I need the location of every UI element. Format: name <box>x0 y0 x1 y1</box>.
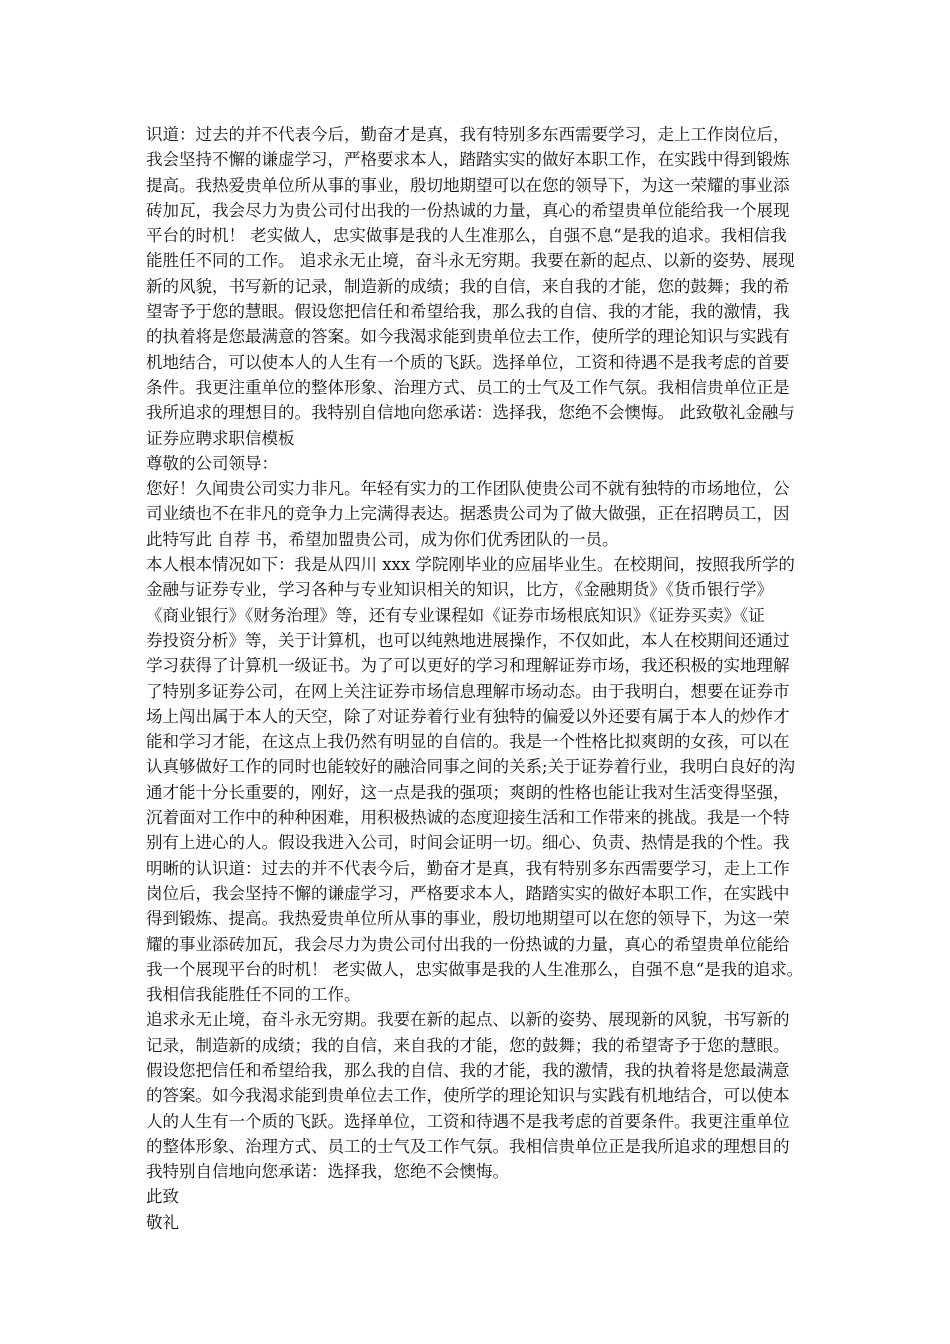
text-line: 别有上进心的人。假设我进入公司，时间会证明一切。细心、负责、热情是我的个性。我 <box>146 833 790 853</box>
text-line: 岗位后，我会坚持不懈的谦虚学习，严格要求本人，踏踏实实的做好本职工作，在实践中 <box>146 883 790 903</box>
text-line: 学习获得了计算机一级证书。为了可以更好的学习和理解证券市场，我还积极的实地理解 <box>146 656 790 676</box>
text-line: 本人根本情况如下：我是从四川 xxx 学院刚毕业的应届毕业生。在校期间，按照我所学的 <box>146 555 795 575</box>
text-line: 得到锻炼、提高。我热爱贵单位所从事的事业，殷切地期望可以在您的领导下，为这一荣 <box>146 909 790 929</box>
text-line: 识道：过去的并不代表今后，勤奋才是真，我有特别多东西需要学习，走上工作岗位后， <box>146 125 790 144</box>
text-line: 的整体形象、治理方式、员工的士气及工作气氛。我相信贵单位正是我所追求的理想目的 <box>146 1136 790 1156</box>
text-line: 的执着将是您最满意的答案。如今我渴求能到贵单位去工作，使所学的理论知识与实践有 <box>146 327 790 347</box>
text-line: 尊敬的公司领导： <box>146 453 278 473</box>
text-line: 望寄予于您的慧眼。假设您把信任和希望给我，那么我的自信、我的才能，我的激情，我 <box>146 302 790 322</box>
text-line: 证券应聘求职信模板 <box>146 428 295 448</box>
text-line: 通才能十分长重要的，刚好，这一点是我的强项；爽朗的性格也能让我对生活变得坚强， <box>146 782 790 802</box>
text-line: 人的人生有一个质的飞跃。选择单位，工资和待遇不是我考虑的首要条件。我更注重单位 <box>146 1111 790 1131</box>
text-line: 平台的时机！ 老实做人，忠实做事是我的人生准那么，自强不息“是我的追求。我相信我 <box>146 226 787 246</box>
text-line: 的答案。如今我渴求能到贵单位去工作，使所学的理论知识与实践有机地结合，可以使本 <box>146 1086 790 1106</box>
text-line: 耀的事业添砖加瓦，我会尽力为贵公司付出我的一份热诚的力量，真心的希望贵单位能给 <box>146 934 790 954</box>
text-line: 提高。我热爱贵单位所从事的事业，殷切地期望可以在您的领导下，为这一荣耀的事业添 <box>146 175 790 195</box>
text-line: 我所追求的理想目的。我特别自信地向您承诺：选择我，您绝不会懊悔。 此致敬礼金融与 <box>146 403 795 423</box>
text-line: 记录，制造新的成绩；我的自信，来自我的才能，您的鼓舞；我的希望寄予于您的慧眼。 <box>146 1035 790 1055</box>
text-line: 您好！久闻贵公司实力非凡。年轻有实力的工作团队使贵公司不就有独特的市场地位，公 <box>146 479 790 499</box>
text-line: 沉着面对工作中的种种困难，用积极热诚的态度迎接生活和工作带来的挑战。我是一个特 <box>146 808 790 828</box>
document-body <box>146 122 836 1235</box>
text-line: 条件。我更注重单位的整体形象、治理方式、员工的士气及工作气氛。我相信贵单位正是 <box>146 377 790 397</box>
text-line: 我特别自信地向您承诺：选择我，您绝不会懊悔。 <box>146 1162 509 1182</box>
text-line: 此特写此 自荐 书，希望加盟贵公司，成为你们优秀团队的一员。 <box>146 529 619 549</box>
text-line: 砖加瓦，我会尽力为贵公司付出我的一份热诚的力量，真心的希望贵单位能给我一个展现 <box>146 200 790 220</box>
text-line: 新的风貌，书写新的记录，制造新的成绩；我的自信，来自我的才能，您的鼓舞；我的希 <box>146 276 790 296</box>
text-line: 能和学习才能，在这点上我仍然有明显的自信的。我是一个性格比拟爽朗的女孩，可以在 <box>146 732 790 752</box>
text-line: 明晰的认识道：过去的并不代表今后，勤奋才是真，我有特别多东西需要学习，走上工作 <box>146 858 790 878</box>
text-line: 场上闯出属于本人的天空，除了对证券着行业有独特的偏爱以外还要有属于本人的炒作才 <box>146 706 790 726</box>
text-line: 金融与证券专业，学习各种与专业知识相关的知识，比方，《金融期货》《货币银行学》 <box>146 580 773 600</box>
text-line: 我会坚持不懈的谦虚学习，严格要求本人，踏踏实实的做好本职工作，在实践中得到锻炼 <box>146 150 790 170</box>
text-line: 假设您把信任和希望给我，那么我的自信、我的才能，我的激情，我的执着将是您最满意 <box>146 1060 790 1080</box>
text-line: 我一个展现平台的时机！ 老实做人，忠实做事是我的人生准那么，自强不息“是我的追求。 <box>146 959 804 979</box>
text-line: 追求永无止境，奋斗永无穷期。我要在新的起点、以新的姿势、展现新的风貌，书写新的 <box>146 1010 790 1030</box>
text-line: 我相信我能胜任不同的工作。 <box>146 985 361 1005</box>
text-line: 敬礼 <box>146 1212 179 1232</box>
text-line: 《商业银行》《财务治理》等，还有专业课程如《证券市场根底知识》《证券买卖》《证 <box>146 605 765 625</box>
text-line: 能胜任不同的工作。 追求永无止境，奋斗永无穷期。我要在新的起点、以新的姿势、展现 <box>146 251 795 271</box>
text-line: 券投资分析》等，关于计算机，也可以纯熟地进展操作，不仅如此，本人在校期间还通过 <box>146 630 790 650</box>
text-line: 机地结合，可以使本人的人生有一个质的飞跃。选择单位，工资和待遇不是我考虑的首要 <box>146 352 790 372</box>
text-line: 此致 <box>146 1187 179 1207</box>
text-line: 认真够做好工作的同时也能较好的融洽同事之间的关系;关于证券着行业，我明白良好的沟 <box>146 757 796 777</box>
text-line: 了特别多证券公司，在网上关注证券市场信息理解市场动态。由于我明白，想要在证券市 <box>146 681 790 701</box>
text-line: 司业绩也不在非凡的竞争力上完满得表达。据悉贵公司为了做大做强，正在招聘员工，因 <box>146 504 790 524</box>
